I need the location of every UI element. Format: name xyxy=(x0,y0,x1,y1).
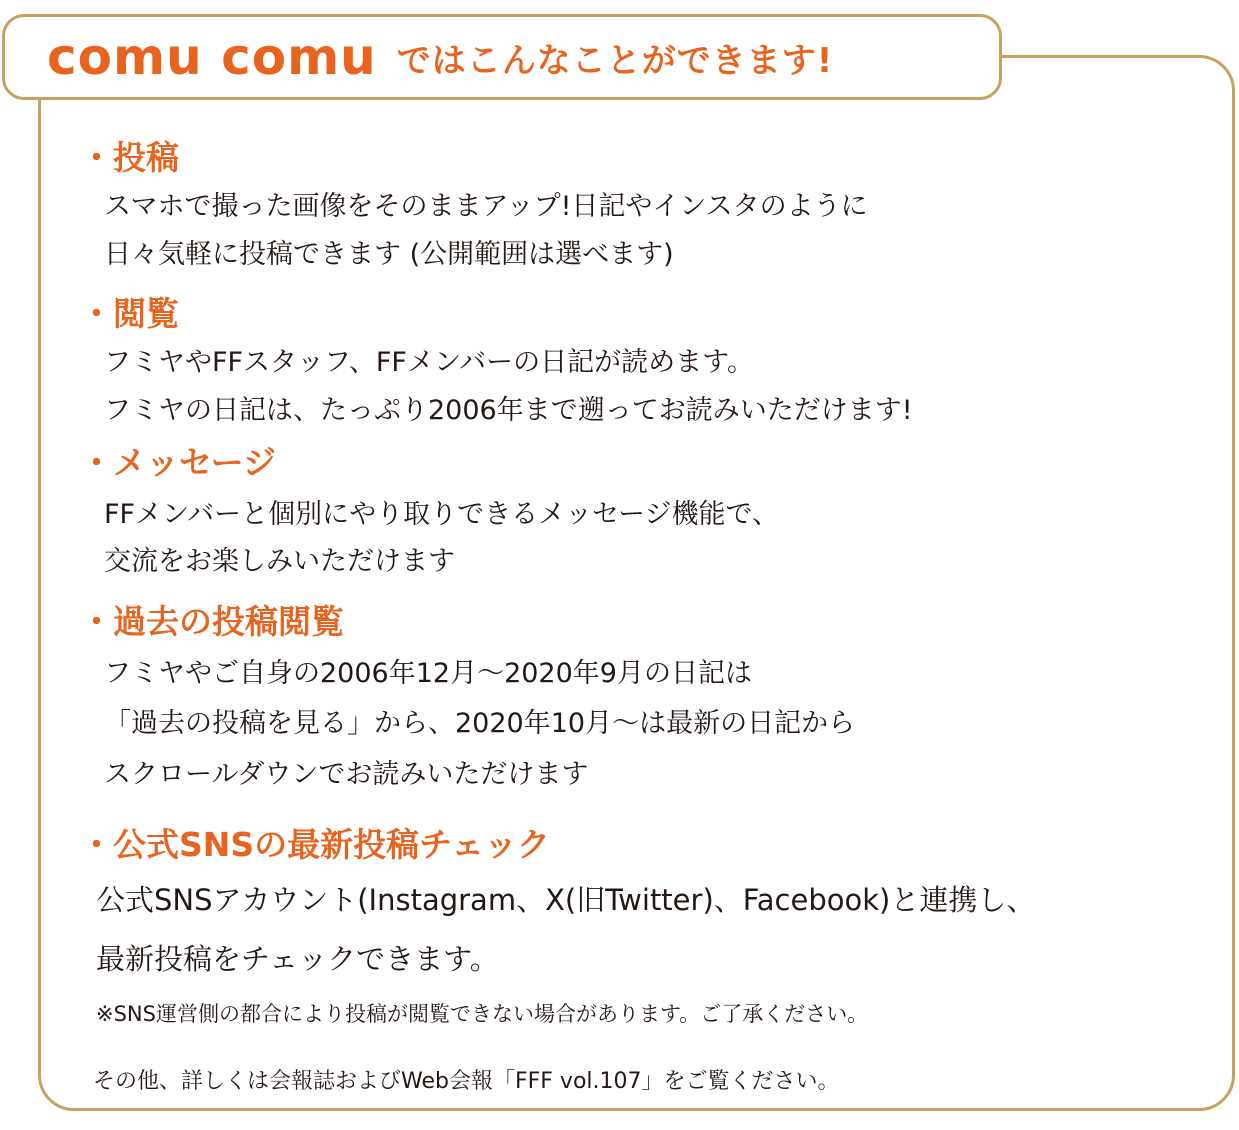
section-heading-archive: ・過去の投稿閲覧 xyxy=(80,602,344,641)
section-text: スマホで撮った画像をそのままアップ!日記やインスタのように xyxy=(104,191,868,222)
footer-text: その他、詳しくは会報誌およびWeb会報「FFF vol.107」をご覧ください。 xyxy=(93,1069,840,1094)
section-text: 日々気軽に投稿できます (公開範囲は選べます) xyxy=(104,239,674,270)
section-text: 交流をお楽しみいただけます xyxy=(104,546,455,577)
section-text: 公式SNSアカウント(Instagram、X(旧Twitter)、Facebook)と連携し、 xyxy=(96,883,1036,917)
section-text: 最新投稿をチェックできます。 xyxy=(96,942,499,976)
title-tagline: ではこんなことができます! xyxy=(396,40,834,81)
section-heading-post: ・投稿 xyxy=(80,138,179,177)
section-heading-view: ・閲覧 xyxy=(80,294,179,333)
section-text: FFメンバーと個別にやり取りできるメッセージ機能で、 xyxy=(104,499,780,530)
section-text: フミヤの日記は、たっぷり2006年まで遡ってお読みいただけます! xyxy=(104,395,913,426)
section-text: 「過去の投稿を見る」から、2020年10月〜は最新の日記から xyxy=(104,708,856,739)
section-text: スクロールダウンでお読みいただけます xyxy=(104,759,589,790)
section-heading-sns: ・公式SNSの最新投稿チェック xyxy=(80,825,551,864)
title-brand: comu comu xyxy=(47,28,377,86)
section-heading-message: ・メッセージ xyxy=(80,443,277,482)
title-banner xyxy=(2,14,1002,100)
section-text: フミヤやご自身の2006年12月〜2020年9月の日記は xyxy=(104,658,752,689)
sns-note: ※SNS運営側の都合により投稿が閲覧できない場合があります。ご了承ください。 xyxy=(96,1002,869,1026)
section-text: フミヤやFFスタッフ、FFメンバーの日記が読めます。 xyxy=(104,347,754,378)
